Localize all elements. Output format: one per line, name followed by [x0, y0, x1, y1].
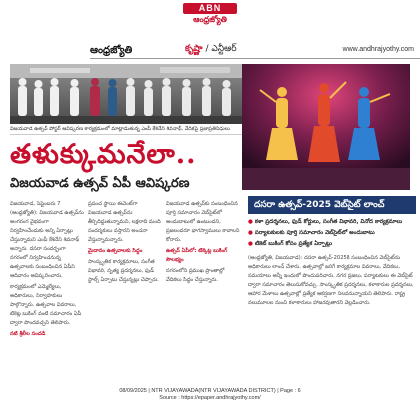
site-url: www.andhrajyothy.com — [342, 46, 414, 53]
website-launch-heading: దసరా ఉత్సవ్-2025 వెబ్‌సైట్ లాంచ్ — [248, 196, 416, 214]
footer-dateline: 08/09/2025 | NTR VIJAYAWADA(NTR VIJAYAWADA DISTRICT) | Page : 6 — [119, 388, 301, 394]
article-paragraph: ప్రపంచ స్థాయి ఈవెంట్‌గా విజయవాడ ఉత్సవ్‌ను తీర్చిదిద్దుతున్నామని, లక్షలాది మంది సందర్శకులు వస్తారని అంచనా వేస్తున్నామన్నారు. — [88, 201, 161, 243]
highlight-bullet — [248, 240, 416, 249]
article-paragraph: సాంస్కృతిక కార్యక్రమాలు, సంగీత విభావరి, నృత్య ప్రదర్శనలు, ఫుడ్ స్టాల్స్ ఏర్పాటు చేస్తున్నట్లు చెప్పారు. — [88, 259, 159, 283]
subheadline: విజయవాడ ఉత్సవ్ ఏపీ ఆవిష్కరణ — [10, 176, 190, 191]
article-paragraph: నగరంలోని ప్రముఖ ప్రాంతాల్లో వేదికలు సిద్ధం చేస్తున్నారు. — [166, 268, 225, 283]
article-column-2 — [88, 200, 162, 378]
highlight-bullet — [248, 218, 416, 227]
photo-caption: విజయవాడ ఉత్సవ్ పోస్టర్ ఆవిష్కరణ కార్యక్రమంలో మాట్లాడుతున్న ఎంపీ కేశినేని శివనాథ్, వేదికపై ప్రజాప్రతినిధులు — [10, 124, 242, 135]
dance-performance-photo-art — [242, 64, 410, 190]
launch-event-photo — [10, 64, 242, 124]
paper-name: ఆంధ్రజ్యోతి — [90, 45, 133, 56]
article-paragraph: విజయవాడ, సెప్టెంబరు 7 (ఆంధ్రజ్యోతి): విజయవాడ ఉత్సవ్‌ను అంగరంగ వైభవంగా నిర్వహించేందుకు అన్ని ఏర్పాట్లు చేస్తున్నామని ఎంపీ కేశినేని శివనాథ్ అన్నారు. దసరా సందర్భంగా నగరంలో నిర్వహించనున్న ఉత్సవాలకు సంబంధించిన ఏపీని ఆదివారం ఆవిష్కరించారు. — [10, 201, 84, 279]
logo-tagline: ఆంధ్రజ్యోతి — [193, 15, 227, 24]
article-subheading: మైదానం ఉత్సవాలకు సిద్ధం — [88, 248, 143, 254]
article-subheading: ఉత్సవ్ ఏపీలో: టిక్కెట్ల బుకింగ్ సౌలభ్యం — [166, 248, 228, 263]
edition-district: కృష్ణా — [185, 44, 203, 54]
highlight-bullet — [248, 229, 416, 238]
article-subheading: నటి శ్రీలీల సందడి — [10, 331, 46, 337]
logo-brand: ABN — [183, 3, 237, 14]
bullet-icon: ● — [248, 219, 255, 225]
abn-logo — [183, 3, 237, 27]
dance-performance-photo — [242, 64, 410, 190]
launch-event-photo-art — [10, 64, 242, 124]
highlight-text: కళా ప్రదర్శనలు, ఫుడ్ కోర్టులు, సంగీత విభావరి, వినోద కార్యక్రమాలు — [254, 219, 403, 225]
article-column-1 — [10, 200, 84, 378]
edition-label: కృష్ణా / ఎన్టీఆర్ — [185, 44, 237, 54]
article-column-3 — [166, 200, 240, 378]
bullet-icon: ● — [248, 230, 255, 236]
bullet-icon: ● — [248, 241, 255, 247]
highlight-text: టికెట్ బుకింగ్ కోసం ప్రత్యేక ఏర్పాట్లు — [254, 241, 333, 247]
website-launch-body: (ఆంధ్రజ్యోతి, విజయవాడ): దసరా ఉత్సవ్-2025కి సంబంధించిన వెబ్‌సైట్‌ను అధికారులు లాంచ్ చేశారు. ఉత్సవాల్లో జరిగే కార్యక్రమాల వివరాలు, వేదికలు, సమయాలు అన్నీ ఇందులో పొందుపరిచారు. నగర ప్రజలు, పర్యాటకులు ఈ వెబ్‌సైట్ ద్వారా సమాచారం తెలుసుకోవచ్చు. సాంస్కృతిక ప్రదర్శనలు, కళాకారుల ప్రదర్శనలు, ఆహార మేళాలు ఉత్సవాల్లో ప్రత్యేక ఆకర్షణగా నిలవనున్నాయని తెలిపారు. రాష్ట్ర నలుమూలల నుంచి కళాకారులు హాజరవుతారని వెల్లడించారు. — [248, 255, 414, 306]
footer-source: Source : https://epaper.andhrajyothy.com/ — [159, 395, 261, 401]
article-paragraph: విజయవాడ ఉత్సవ్‌కు సంబంధించిన పూర్తి సమాచారం వెబ్‌సైట్‌లో అందుబాటులో ఉంటుందని, ప్రజలందరూ భాగస్వాములు కావాలని కోరారు. — [166, 201, 240, 243]
page-footer — [0, 388, 420, 402]
masthead — [90, 43, 420, 59]
edition-city: ఎన్టీఆర్ — [211, 44, 237, 54]
highlight-text: పర్యాటకులకు పూర్తి సమాచారం వెబ్‌సైట్‌లో అందుబాటు — [254, 230, 375, 236]
headline: తళుక్కుమనేలా.. — [10, 139, 197, 170]
article-paragraph: కార్యక్రమంలో ఎమ్మెల్యేలు, అధికారులు, నిర్వాహకులు పాల్గొన్నారు. ఉత్సవాల వివరాలు, టికెట్ల బుకింగ్ వంటి సమాచారం ఏపీ ద్వారా పొందవచ్చని తెలిపారు. — [10, 284, 82, 326]
